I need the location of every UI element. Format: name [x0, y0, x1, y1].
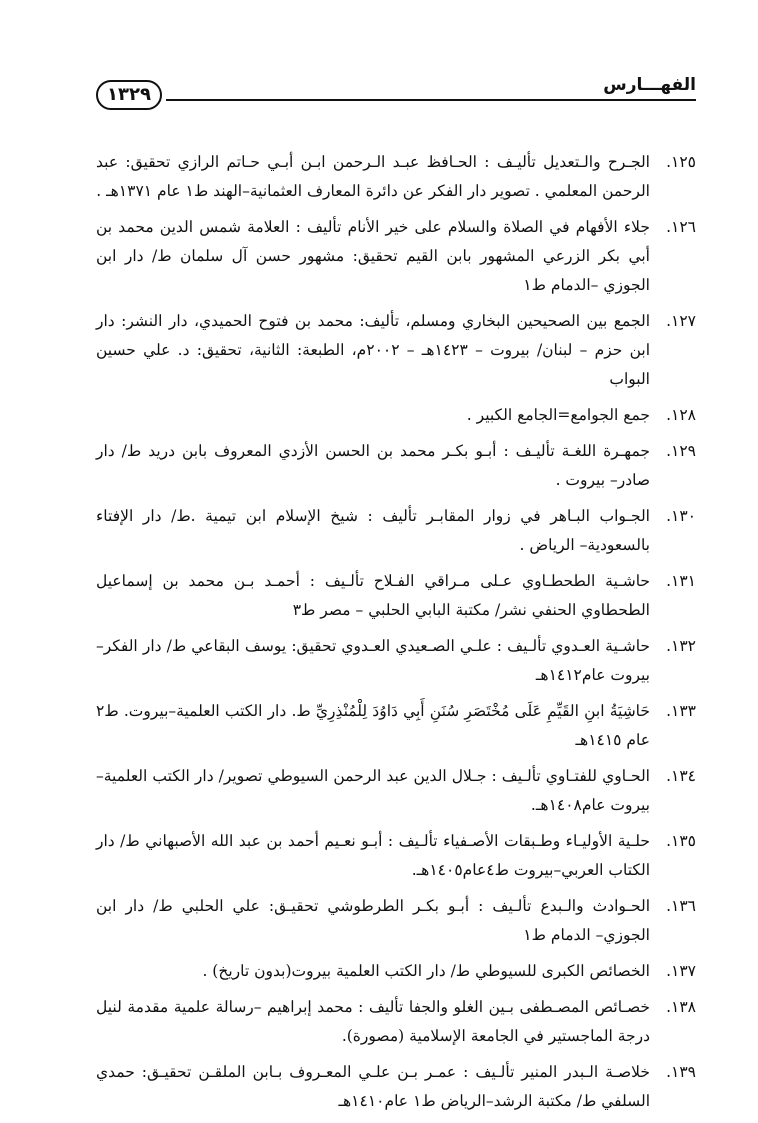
entry-number: ١٣٠. — [666, 507, 696, 525]
list-item — [96, 827, 696, 885]
list-item — [96, 213, 696, 300]
entry-number: ١٣٨. — [666, 998, 696, 1016]
entry-text: جمهـرة اللغـة تأليـف : أبـو بكـر محمد بن الحسن الأزدي المعروف بابن دريد ط/ دار صادر– بيروت . — [96, 442, 650, 489]
entry-text: خصـائص المصـطفى بـين الغلو والجفا تأليف : محمد إبراهيم –رسالة علمية مقدمة لنيل درجة الماجستير في الجامعة الإسلامية (مصورة). — [96, 998, 650, 1045]
list-item — [96, 762, 696, 820]
entry-number: ١٢٦. — [666, 218, 696, 236]
entry-text: الجـواب البـاهر في زوار المقابـر تأليف : شيخ الإسلام ابن تيمية .ط/ دار الإفتاء بالسعودية– الرياض . — [96, 507, 650, 554]
list-item — [96, 697, 696, 755]
entry-number: ١٢٥. — [666, 153, 696, 171]
entry-number: ١٣٣. — [666, 702, 696, 720]
entry-text: جمع الجوامع=الجامع الكبير . — [466, 406, 650, 424]
entry-number: ١٢٩. — [666, 442, 696, 460]
entry-number: ١٣٩. — [666, 1063, 696, 1081]
entry-text: حَاشِيَةُ ابنِ القَيِّمِ عَلَى مُخْتَصَرِ سُنَنِ أَبِي دَاوُدَ لِلْمُنْذِرِيِّ ط. دار الكتب العلمية–بيروت. ط٢ عام ١٤١٥هـ — [96, 702, 650, 749]
entry-text: الجمع بين الصحيحين البخاري ومسلم، تأليف: محمد بن فتوح الحميدي، دار النشر: دار ابن حزم – لبنان/ بيروت – ١٤٢٣هـ – ٢٠٠٢م، الطبعة: الثانية، تحقيق: د. علي حسين البواب — [96, 312, 650, 388]
entry-number: ١٢٧. — [666, 312, 696, 330]
list-item — [96, 957, 696, 986]
list-item — [96, 437, 696, 495]
entry-text: حاشـية العـدوي تألـيف : علـي الصـعيدي العـدوي تحقيق: يوسف البقاعي ط/ دار الفكر– بيروت عام١٤١٢هـ — [96, 637, 650, 684]
entry-text: الحـوادث والـبدع تألـيف : أبـو بكـر الطرطوشي تحقيـق: علي الحلبي ط/ دار ابن الجوزي– الدمام ط١ — [96, 897, 650, 944]
entry-text: الخصائص الكبرى للسيوطي ط/ دار الكتب العلمية بيروت(بدون تاريخ) . — [202, 962, 650, 980]
entry-text: حلـية الأوليـاء وطـبقات الأصـفياء تألـيف : أبـو نعـيم أحمد بن عبد الله الأصبهاني ط/ دار الكتاب العربي–بيروت ط٤عام١٤٠٥هـ. — [96, 832, 650, 879]
entry-text: الجـرح والـتعديل تأليـف : الحـافظ عبـد الـرحمن ابـن أبـي حـاتم الرازي تحقيق: عبد الرحمن المعلمي . تصوير دار الفكر عن دائرة المعارف العثمانية–الهند ط١ عام ١٣٧١هـ . — [96, 153, 650, 200]
list-item — [96, 567, 696, 625]
entry-text: جلاء الأفهام في الصلاة والسلام على خير الأنام تأليف : العلامة شمس الدين محمد بن أبي بكر الزرعي المشهور بابن القيم تحقيق: مشهور حسن آل سلمان ط/ دار ابن الجوزي –الدمام ط١ — [96, 218, 650, 294]
page-number: ١٣٢٩ — [96, 80, 162, 110]
entry-number: ١٣٥. — [666, 832, 696, 850]
entry-number: ١٣٦. — [666, 897, 696, 915]
entry-text: حاشـية الطحطـاوي عـلى مـراقي الفـلاح تألـيف : أحمـد بـن محمد بن إسماعيل الطحطاوي الحنفي نشر/ مكتبة البابي الحلبي – مصر ط٣ — [96, 572, 650, 619]
page-header-title: الفهـــارس — [593, 74, 696, 96]
list-item — [96, 993, 696, 1051]
header-rule — [166, 99, 696, 101]
list-item — [96, 892, 696, 950]
list-item — [96, 632, 696, 690]
entry-number: ١٣٢. — [666, 637, 696, 655]
list-item — [96, 1058, 696, 1116]
entry-number: ١٣١. — [666, 572, 696, 590]
list-item — [96, 148, 696, 206]
entry-number: ١٣٤. — [666, 767, 696, 785]
list-item — [96, 307, 696, 394]
entry-number: ١٣٧. — [666, 962, 696, 980]
bibliography-list — [96, 148, 696, 1123]
list-item — [96, 502, 696, 560]
list-item — [96, 401, 696, 430]
entry-text: خلاصـة الـبدر المنير تألـيف : عمـر بـن علـي المعـروف بـابن الملقـن تحقيـق: حمدي السلفي ط/ مكتبة الرشد–الرياض ط١ عام١٤١٠هـ — [96, 1063, 650, 1110]
entry-number: ١٢٨. — [666, 406, 696, 424]
page-header — [96, 72, 696, 112]
entry-text: الحـاوي للفتـاوي تألـيف : جـلال الدين عبد الرحمن السيوطي تصوير/ دار الكتب العلمية– بيروت عام١٤٠٨هـ. — [96, 767, 650, 814]
